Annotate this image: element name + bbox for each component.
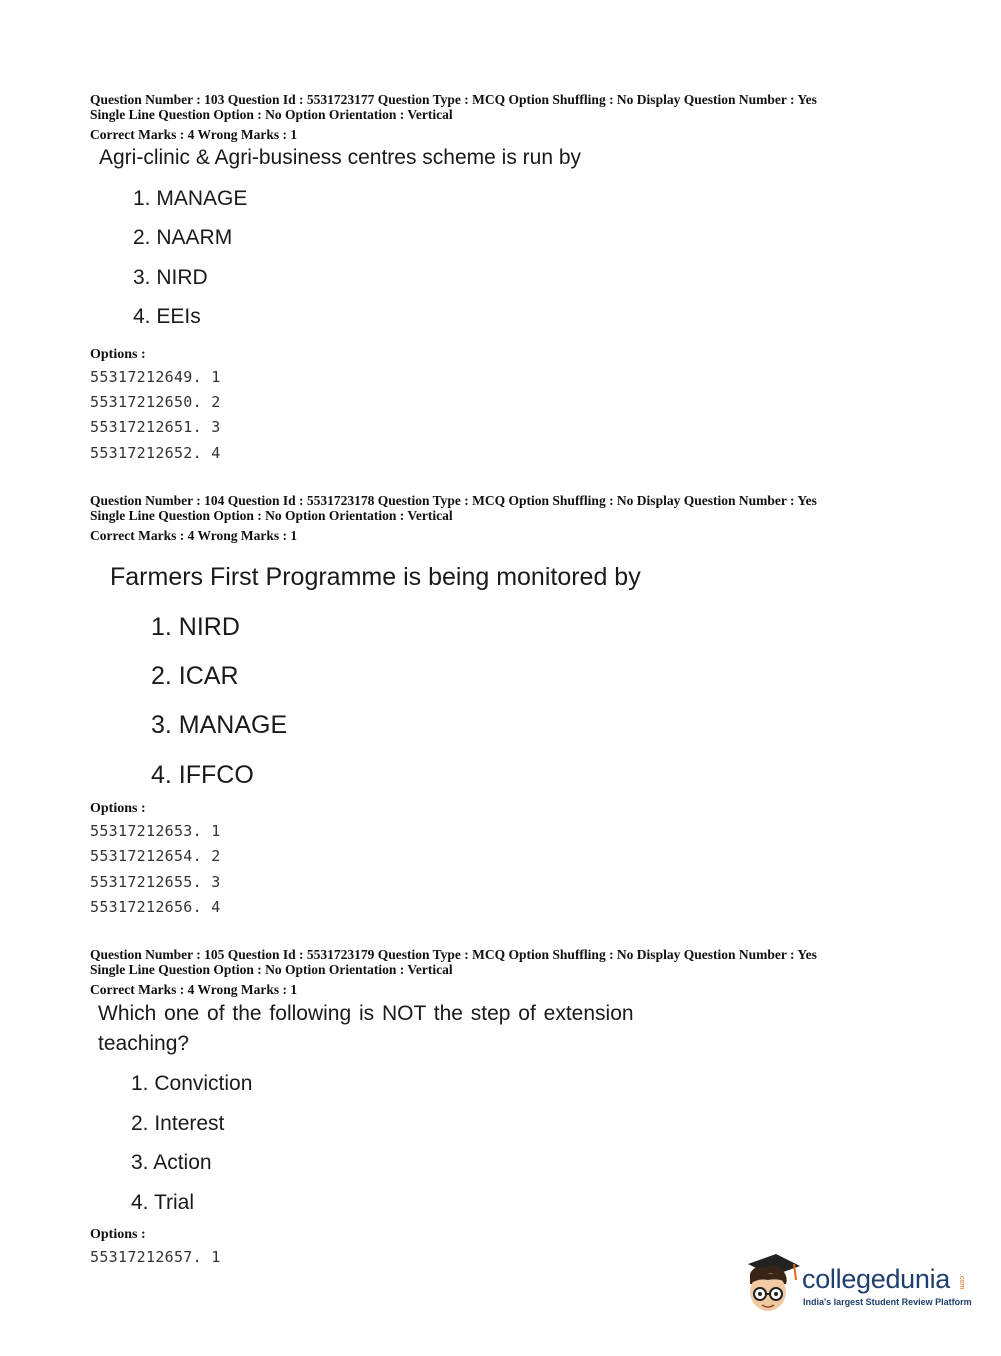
question-meta-options: Single Line Question Option : No Option Orientation : Vertical (90, 962, 453, 977)
logo-tagline: India's largest Student Review Platform (803, 1297, 972, 1307)
option-id: 55317212651. 3 (90, 418, 221, 436)
choice: 1. Conviction (131, 1072, 253, 1095)
question-104-stem: Farmers First Programme is being monitored by (110, 563, 641, 591)
options-label: Options : (90, 1227, 146, 1242)
option-id: 55317212650. 2 (90, 393, 221, 411)
choice: 3. NIRD (133, 266, 208, 289)
question-105-stem-line1: Which one of the following is NOT the step of extension (98, 1002, 634, 1025)
logo-wordmark: collegedunia (802, 1264, 951, 1294)
options-label: Options : (90, 347, 146, 362)
choice: 2. NAARM (133, 226, 233, 249)
choice: 4. Trial (131, 1191, 195, 1214)
choice: 2. Interest (131, 1112, 225, 1135)
option-id: 55317212655. 3 (90, 873, 221, 891)
question-103-stem: Agri-clinic & Agri-business centres scheme is run by (99, 146, 582, 169)
option-id: 55317212654. 2 (90, 847, 221, 865)
question-marks: Correct Marks : 4 Wrong Marks : 1 (90, 528, 298, 543)
question-meta-options: Single Line Question Option : No Option Orientation : Vertical (90, 508, 453, 523)
choice: 2. ICAR (151, 662, 239, 690)
collegedunia-logo (742, 1250, 972, 1320)
option-id: 55317212657. 1 (90, 1248, 221, 1266)
question-meta: Question Number : 105 Question Id : 5531723179 Question Type : MCQ Option Shuffling : No Display Question Number : Yes (90, 947, 817, 962)
mascot-icon (742, 1250, 804, 1320)
choice: 1. MANAGE (133, 187, 248, 210)
question-marks: Correct Marks : 4 Wrong Marks : 1 (90, 982, 298, 997)
question-meta: Question Number : 103 Question Id : 5531723177 Question Type : MCQ Option Shuffling : No Display Question Number : Yes (90, 92, 817, 107)
option-id: 55317212656. 4 (90, 898, 221, 916)
question-105-header (90, 947, 950, 997)
question-marks: Correct Marks : 4 Wrong Marks : 1 (90, 127, 298, 142)
question-103-header (90, 92, 950, 142)
question-105-stem-line2: teaching? (98, 1032, 190, 1055)
choice: 3. Action (131, 1151, 212, 1174)
logo-suffix: .com (958, 1274, 965, 1290)
choice: 1. NIRD (151, 613, 240, 641)
choice: 4. IFFCO (151, 761, 254, 789)
option-id: 55317212653. 1 (90, 822, 221, 840)
option-id: 55317212649. 1 (90, 368, 221, 386)
question-104-header (90, 493, 950, 543)
question-meta: Question Number : 104 Question Id : 5531723178 Question Type : MCQ Option Shuffling : No Display Question Number : Yes (90, 493, 817, 508)
choice: 4. EEIs (133, 305, 201, 328)
choice: 3. MANAGE (151, 711, 288, 739)
option-id: 55317212652. 4 (90, 444, 221, 462)
options-label: Options : (90, 801, 146, 816)
question-meta-options: Single Line Question Option : No Option Orientation : Vertical (90, 107, 453, 122)
